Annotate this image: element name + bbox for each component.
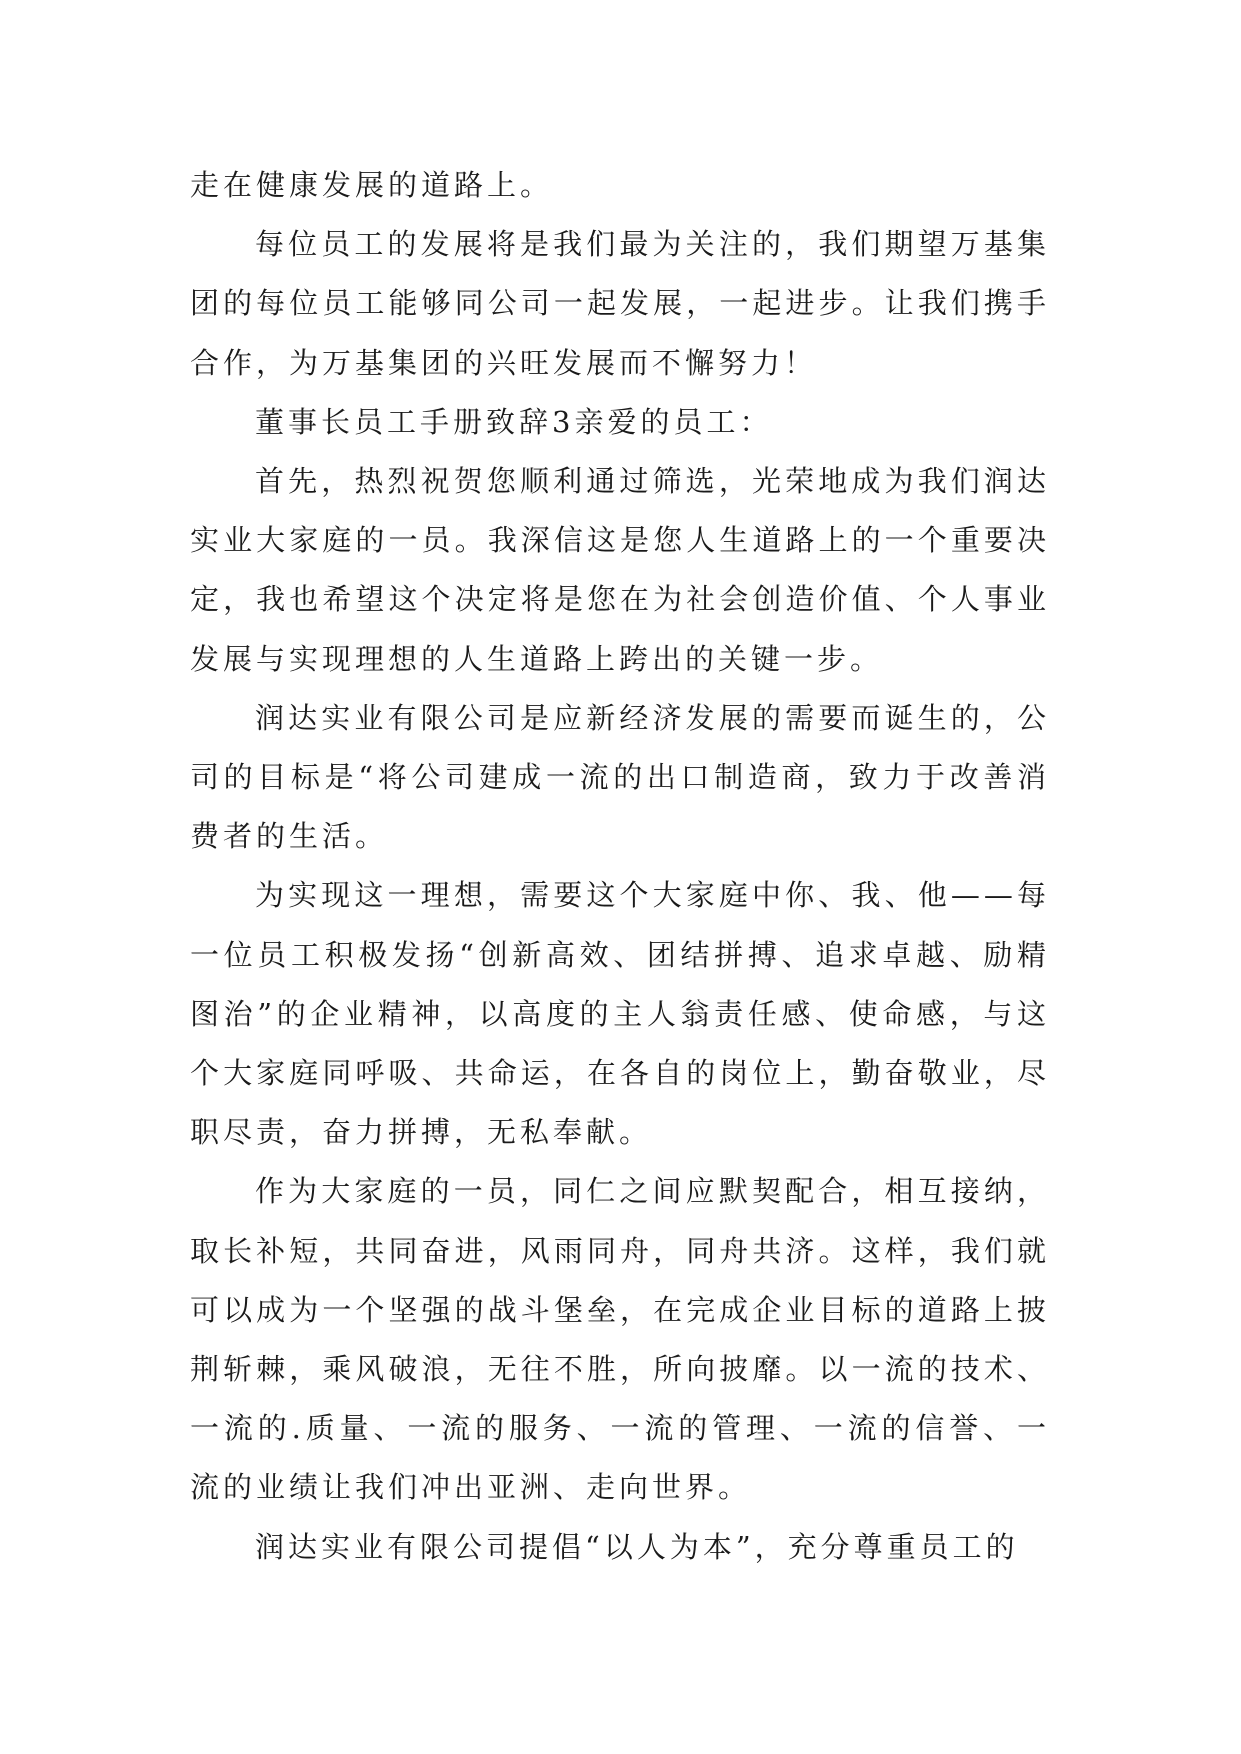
paragraph-congratulations: 首先，热烈祝贺您顺利通过筛选，光荣地成为我们润达实业大家庭的一员。我深信这是您人生道路上的一个重要决定，我也希望这个决定将是您在为社会创造价值、个人事业发展与实现理想的人生道路上跨出的关键一步。: [190, 464, 1050, 676]
paragraph-enterprise-spirit: 为实现这一理想，需要这个大家庭中你、我、他——每一位员工积极发扬“创新高效、团结拼搏、追求卓越、励精图治”的企业精神，以高度的主人翁责任感、使命感，与这个大家庭同呼吸、共命运，在各自的岗位上，勤奋敬业，尽职尽责，奋力拼搏，无私奉献。: [190, 878, 1050, 1150]
paragraph-teamwork: 作为大家庭的一员，同仁之间应默契配合，相互接纳，取长补短，共同奋进，风雨同舟，同舟共济。这样，我们就可以成为一个坚强的战斗堡垒，在完成企业目标的道路上披荆斩棘，乘风破浪，无往不胜，所向披靡。以一流的技术、一流的.质量、一流的服务、一流的管理、一流的信誉、一流的业绩让我们冲出亚洲、走向世界。: [190, 1174, 1050, 1505]
paragraph-employee-development: 每位员工的发展将是我们最为关注的，我们期望万基集团的每位员工能够同公司一起发展，一起进步。让我们携手合作，为万基集团的兴旺发展而不懈努力！: [190, 227, 1050, 380]
paragraph-heading-address: 董事长员工手册致辞3亲爱的员工：: [255, 404, 773, 439]
paragraph-company-goal: 润达实业有限公司是应新经济发展的需要而诞生的，公司的目标是“将公司建成一流的出口制造商，致力于改善消费者的生活。: [190, 700, 1050, 854]
document-body: [190, 156, 1050, 1577]
paragraph-people-oriented: 润达实业有限公司提倡“以人为本”，充分尊重员工的: [255, 1529, 1019, 1564]
paragraph-continuation: 走在健康发展的道路上。: [190, 168, 554, 202]
